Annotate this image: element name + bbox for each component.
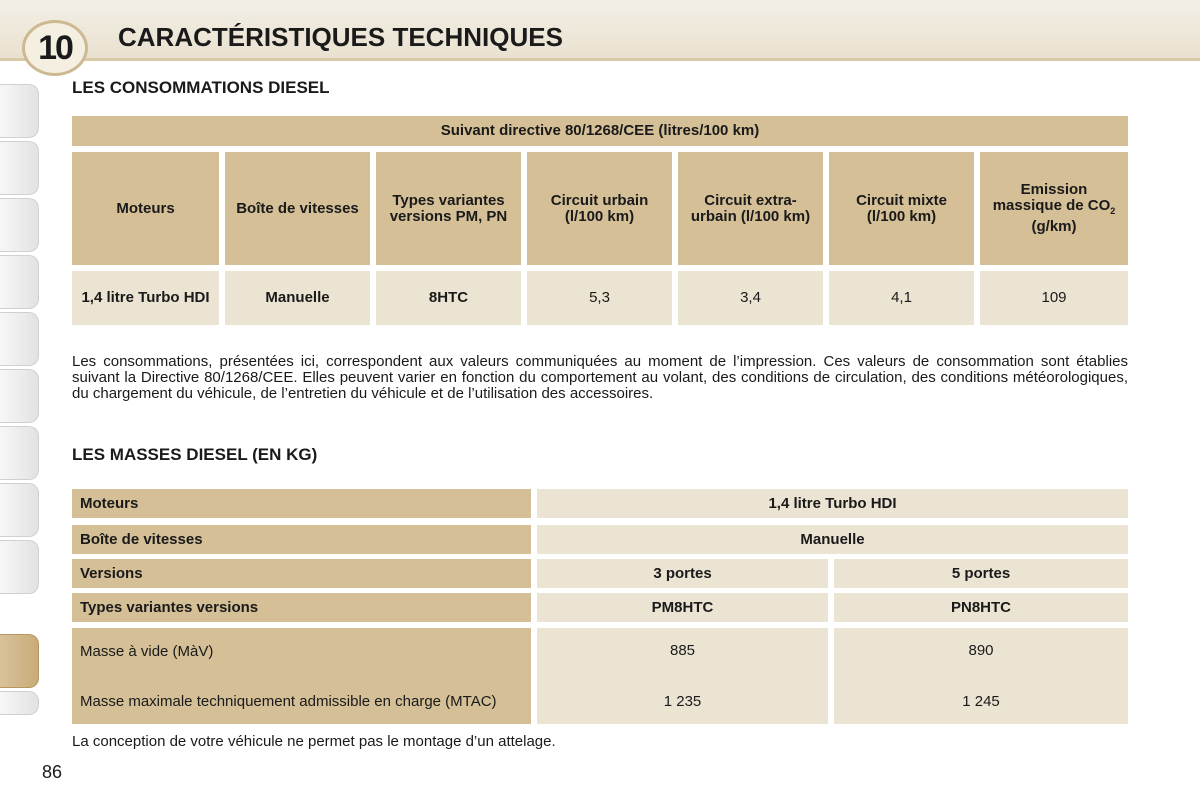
cell-boite: Manuelle — [225, 271, 370, 325]
row-value-mtac-5: 1 245 — [962, 693, 1000, 710]
row-value-versions-3: 3 portes — [537, 559, 828, 588]
col-header-emission — [980, 152, 1128, 265]
page-title: CARACTÉRISTIQUES TECHNIQUES — [118, 22, 563, 52]
row-label-mav: Masse à vide (MàV) — [80, 643, 214, 660]
row-label-versions: Versions — [72, 559, 531, 588]
cell-emission: 109 — [980, 271, 1128, 325]
cell-urbain: 5,3 — [527, 271, 672, 325]
side-tab[interactable] — [0, 540, 39, 594]
col-header-types: Types variantes versions PM, PN — [376, 152, 521, 265]
cell-moteur: 1,4 litre Turbo HDI — [72, 271, 219, 325]
side-tab[interactable] — [0, 691, 39, 715]
side-tab[interactable] — [0, 198, 39, 252]
col-header-mixte: Circuit mixte (l/100 km) — [829, 152, 974, 265]
col-header-boite: Boîte de vitesses — [225, 152, 370, 265]
side-tab[interactable] — [0, 483, 39, 537]
row-value-mtac-3: 1 235 — [663, 693, 702, 710]
emission-header-text: Emission massique de $CO_2$ (g/km) — [992, 181, 1116, 235]
row-value-moteurs: 1,4 litre Turbo HDI — [537, 489, 1128, 518]
side-tab[interactable] — [0, 255, 39, 309]
cell-type: 8HTC — [376, 271, 521, 325]
col-header-extra-urbain: Circuit extra-urbain (l/100 km) — [678, 152, 823, 265]
side-tab[interactable] — [0, 369, 39, 423]
chapter-number-badge: 10 — [22, 20, 88, 76]
cell-extra-urbain: 3,4 — [678, 271, 823, 325]
row-value-types-3: PM8HTC — [537, 593, 828, 622]
row-value-mav-3: 885 — [669, 642, 696, 659]
side-tab-strip — [0, 84, 42, 714]
section-title-masses: LES MASSES DIESEL (EN KG) — [72, 445, 318, 464]
consommation-paragraph: Les consommations, présentées ici, correspondent aux valeurs communiquées au moment de l’impression. Ces valeurs de consommation sont établies suivant la Directive 80/1268/CEE. Elles peuvent varier en fonction du comportement au volant, des conditions de circulation, des conditions météorologiques, du chargement du véhicule, de l’entretien du véhicule et de l’utilisation des accessoires. — [72, 353, 1128, 402]
attelage-note: La conception de votre véhicule ne permet pas le montage d’un attelage. — [72, 733, 556, 750]
page-number: 86 — [42, 762, 63, 782]
side-tab[interactable] — [0, 84, 39, 138]
row-label-boite: Boîte de vitesses — [72, 525, 531, 554]
side-tab[interactable] — [0, 141, 39, 195]
side-tab[interactable] — [0, 426, 39, 480]
side-tab[interactable] — [0, 312, 39, 366]
col-header-moteurs: Moteurs — [72, 152, 219, 265]
row-value-boite: Manuelle — [537, 525, 1128, 554]
row-value-mav-5: 890 — [968, 642, 994, 659]
col-header-urbain: Circuit urbain (l/100 km) — [527, 152, 672, 265]
row-value-versions-5: 5 portes — [834, 559, 1128, 588]
row-label-types: Types variantes versions — [72, 593, 531, 622]
table-caption: Suivant directive 80/1268/CEE (litres/100 km) — [72, 116, 1128, 146]
header-divider — [0, 58, 1200, 61]
row-value-types-5: PN8HTC — [834, 593, 1128, 622]
row-label-mtac: Masse maximale techniquement admissible en charge (MTAC) — [80, 693, 497, 710]
row-label-moteurs: Moteurs — [72, 489, 531, 518]
cell-mixte: 4,1 — [829, 271, 974, 325]
side-tab-active[interactable] — [0, 634, 39, 688]
section-title-consommations: LES CONSOMMATIONS DIESEL — [72, 78, 330, 97]
